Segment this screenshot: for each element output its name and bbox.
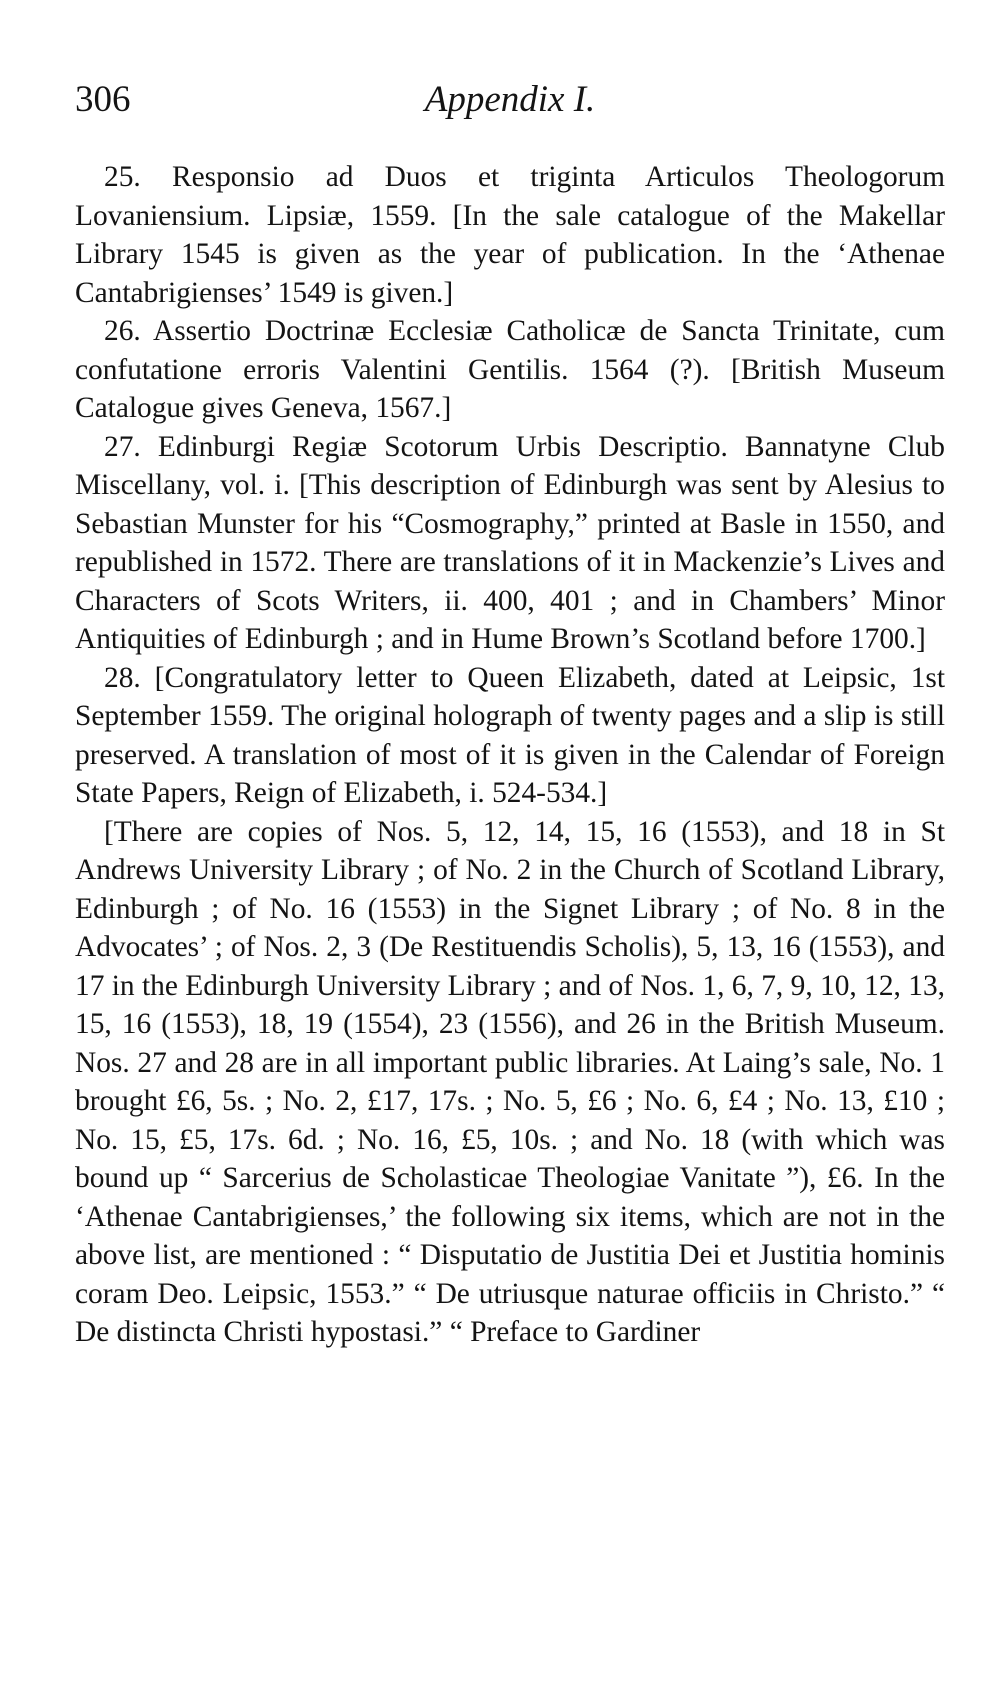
entry-28-paragraph: 28. [Congratulatory letter to Queen Elizabeth, dated at Leipsic, 1st September 1559. The original holograph of twenty pages and a slip is still preserved. A translation of most of it is given in the Calendar of Foreign State Papers, Reign of Elizabeth, i. 524-534.] [75,661,945,809]
body-text [75,158,945,1352]
page-header [75,78,945,138]
running-head: Appendix I. [424,79,596,120]
entry-27-paragraph: 27. Edinburgi Regiæ Scotorum Urbis Descriptio. Bannatyne Club Miscellany, vol. i. [This description of Edinburgh was sent by Alesius to Sebastian Munster for his “Cosmography,” printed at Basle in 1550, and republished in 1572. There are translations of it in Mackenzie’s Lives and Characters of Scots Writers, ii. 400, 401 ; and in Chambers’ Minor Antiquities of Edinburgh ; and in Hume Brown’s Scotland before 1700.] [75,430,945,655]
page-number: 306 [75,79,131,120]
entry-26-paragraph: 26. Assertio Doctrinæ Ecclesiæ Catholicæ de Sancta Trinitate, cum confutatione erroris Valentini Gentilis. 1564 (?). [British Museum Catalogue gives Geneva, 1567.] [75,315,945,424]
book-page [75,78,945,1352]
copies-note-paragraph: [There are copies of Nos. 5, 12, 14, 15, 16 (1553), and 18 in St Andrews University Library ; of No. 2 in the Church of Scotland Library, Edinburgh ; of No. 16 (1553) in the Signet Library ; of No. 8 in the Advocates’ ; of Nos. 2, 3 (De Restituendis Scholis), 5, 13, 16 (1553), and 17 in the Edinburgh University Library ; and of Nos. 1, 6, 7, 9, 10, 12, 13, 15, 16 (1553), 18, 19 (1554), 23 (1556), and 26 in the British Museum. Nos. 27 and 28 are in all important public libraries. At Laing’s sale, No. 1 brought £6, 5s. ; No. 2, £17, 17s. ; No. 5, £6 ; No. 6, £4 ; No. 13, £10 ; No. 15, £5, 17s. 6d. ; No. 16, £5, 10s. ; and No. 18 (with which was bound up “ Sarcerius de Scholasticae Theologiae Vanitate ”), £6. In the ‘Athenae Cantabrigienses,’ the following six items, which are not in the above list, are mentioned : “ Disputatio de Justitia Dei et Justitia hominis coram Deo. Leipsic, 1553.” “ De utriusque naturae officiis in Christo.” “ De distincta Christi hypostasi.” “ Preface to Gardiner [75,815,945,1348]
entry-25-paragraph: 25. Responsio ad Duos et triginta Articulos Theologorum Lovaniensium. Lipsiæ, 1559. [In the sale catalogue of the Makellar Library 1545 is given as the year of publication. In the ‘Athenae Cantabrigienses’ 1549 is given.] [75,161,945,309]
